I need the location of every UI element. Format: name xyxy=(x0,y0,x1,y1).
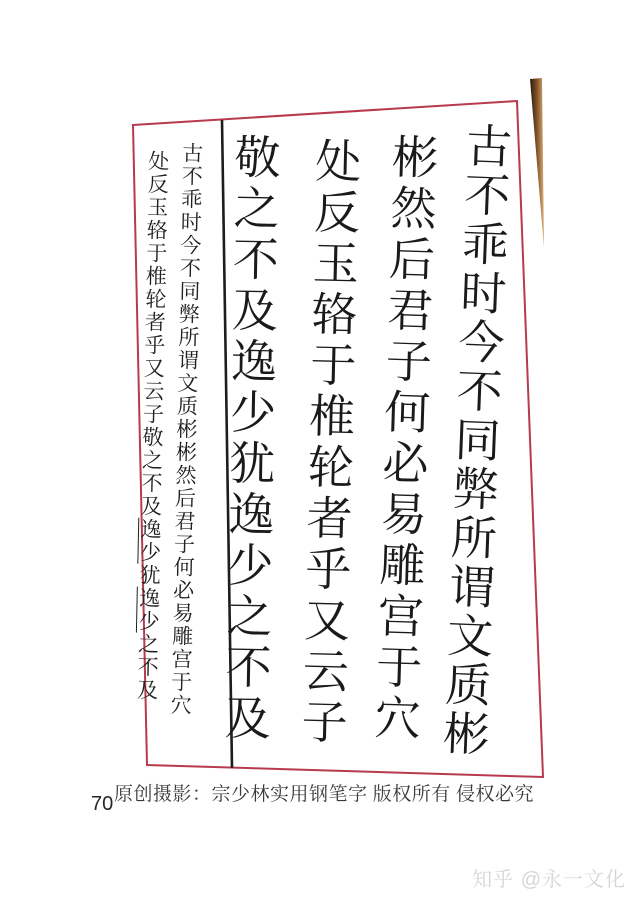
book-page-edge-mark xyxy=(530,78,544,248)
zhihu-watermark: 知乎 @永一文化 xyxy=(472,869,626,891)
proper-name-mark: 逸少 xyxy=(137,517,163,565)
small-script-segment: 之不及 xyxy=(134,632,160,703)
small-script-segment: 处反玉辂于椎轮者乎又云子敬之不及 xyxy=(138,149,170,519)
cursive-column-1: 古不乖时今不同弊所谓文质彬 xyxy=(435,120,514,760)
page-number: 70 xyxy=(91,793,114,815)
small-script-column-1: 古不乖时今不同弊所谓文质彬彬然后君子何必易雕宫于穴 xyxy=(167,141,204,718)
photo-credit-caption: 原创摄影：宗少林实用钢笔字 版权所有 侵权必究 xyxy=(114,784,535,805)
proper-name-mark: 逸少 xyxy=(135,586,161,634)
cursive-column-4: 敬之不及逸少犹逸少之不及 xyxy=(217,132,282,746)
cursive-column-3: 处反玉辂于椎轮者乎又云子 xyxy=(294,136,363,750)
small-script-segment: 犹 xyxy=(136,563,162,588)
cursive-column-2: 彬然后君子何必易雕宫于穴 xyxy=(366,132,440,746)
